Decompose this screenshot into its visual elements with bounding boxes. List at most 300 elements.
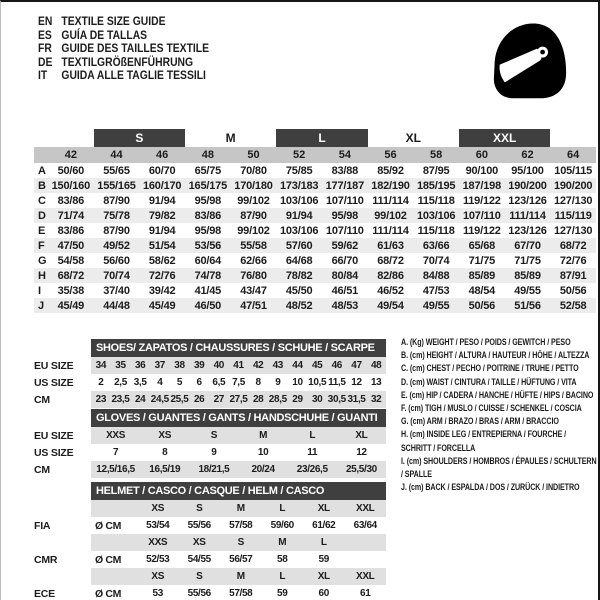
value-cell: 52/58 <box>559 299 587 312</box>
value-cell: 18/21,5 <box>198 464 230 475</box>
value-cell: 25,5 <box>170 394 189 405</box>
legend-item-b: B. (cm) HEIGHT / ALTURA / HAUTEUR / HÖHE / ALTEZZA <box>401 350 590 362</box>
value-cell: 55/58 <box>240 239 267 252</box>
value-cell: 48/52 <box>285 299 313 312</box>
value-cell: 11 <box>307 447 318 458</box>
value-cell: 70/80 <box>240 164 267 177</box>
legend-item-c: C. (cm) CHEST / PECHO / POITRINE / TRUHE / PETTO <box>401 363 579 375</box>
clothing-size-table <box>34 129 596 313</box>
value-cell: 23 <box>95 394 107 405</box>
row-letter: G <box>38 254 47 267</box>
value-cell: 49/54 <box>377 299 404 312</box>
value-cell: 177/187 <box>325 179 365 192</box>
lang-code: IT <box>38 70 48 83</box>
value-cell: 40 <box>213 360 225 371</box>
value-cell: 119/122 <box>462 224 501 237</box>
row-label: CM <box>34 463 50 476</box>
value-cell: 155/165 <box>97 179 136 192</box>
value-cell: 60/70 <box>148 164 176 177</box>
value-cell: 83/86 <box>194 209 222 222</box>
value-cell: 24,5 <box>150 394 169 405</box>
value-cell: 95/98 <box>194 224 222 237</box>
value-cell: 65/75 <box>194 164 222 177</box>
value-cell: 9 <box>275 377 281 388</box>
row-label <box>34 568 91 585</box>
value-cell: 37/40 <box>103 284 130 297</box>
value-cell: 39 <box>193 360 205 371</box>
size-col-58: 58 <box>430 149 443 161</box>
value-cell: 10 <box>257 447 269 458</box>
value-cell: 59/62 <box>331 239 359 252</box>
value-cell: 115/119 <box>554 209 592 222</box>
value-cell: 72/76 <box>559 254 587 267</box>
value-cell: 12 <box>356 447 367 458</box>
sub-row-eu-size <box>34 357 386 374</box>
row-values <box>91 461 386 478</box>
size-cell: S <box>196 503 203 514</box>
value-cell: 28,5 <box>268 394 287 405</box>
measurement-legend <box>401 336 598 494</box>
size-band-m: M <box>225 131 236 145</box>
value-cell: 36 <box>134 360 146 371</box>
value-cell: 165/175 <box>188 179 228 192</box>
value-cell: 41 <box>233 360 244 371</box>
size-col-42: 42 <box>64 149 77 161</box>
standard-label: ECE <box>34 587 55 600</box>
unit-cell: Ø CM <box>95 587 122 600</box>
value-cell: 54/55 <box>187 554 211 565</box>
row-letter: F <box>38 239 45 252</box>
lang-text: TEXTILE SIZE GUIDE <box>61 16 166 28</box>
helmet-sizes-row-cmr <box>34 534 386 551</box>
value-cell: 46 <box>331 360 343 371</box>
row-letter: I <box>38 284 41 297</box>
value-cell: XL <box>355 430 368 441</box>
helmet-table <box>34 482 386 600</box>
lang-text: GUÍA DE TALLAS <box>61 29 148 42</box>
value-cell: 4 <box>157 377 163 388</box>
value-cell: 47/51 <box>240 299 267 312</box>
value-cell: 53/56 <box>194 239 222 252</box>
value-cell: 26 <box>193 394 205 405</box>
value-cell: 6,5 <box>212 377 226 388</box>
value-cell: 185/195 <box>416 179 456 192</box>
shoes-table <box>34 339 386 408</box>
lang-code: DE <box>38 56 53 69</box>
value-cell: 44 <box>292 360 303 371</box>
value-cell: 47/53 <box>422 284 450 297</box>
value-cell: 103/106 <box>279 194 319 207</box>
sub-row-cm <box>34 461 386 478</box>
value-cell: 190/200 <box>553 179 593 192</box>
measure-row-j <box>34 298 596 313</box>
row-letter: H <box>38 269 46 282</box>
value-cell: 99/102 <box>237 194 270 207</box>
value-cell: 82/86 <box>377 269 404 282</box>
value-cell: 87/90 <box>103 224 130 237</box>
row-letter: J <box>38 299 44 312</box>
size-bands-row <box>34 129 596 147</box>
standard-label: CMR <box>34 553 58 566</box>
row-label: EU SIZE <box>34 429 74 442</box>
value-cell: 91/94 <box>148 224 176 237</box>
row-letter: D <box>38 209 46 222</box>
accessory-tables <box>34 339 386 600</box>
value-cell: 49/55 <box>422 299 450 312</box>
size-col-60: 60 <box>475 149 488 161</box>
value-cell: 6 <box>196 377 202 388</box>
row-values <box>91 534 386 551</box>
size-cell: XS <box>151 503 165 514</box>
row-values <box>91 568 386 585</box>
lang-text: GUIDE DES TAILLES TEXTILE <box>61 43 210 56</box>
value-cell: 45/49 <box>148 299 176 312</box>
value-cell: 46/51 <box>331 284 359 297</box>
value-cell: 49/55 <box>514 284 541 297</box>
value-cell: 63/64 <box>353 520 377 531</box>
value-cell: 103/106 <box>416 209 456 222</box>
size-cell: XS <box>192 537 206 548</box>
value-cell: 91/94 <box>148 194 176 207</box>
value-cell: 31,5 <box>347 394 366 405</box>
size-col-54: 54 <box>338 149 351 161</box>
value-cell: 170/180 <box>234 179 273 192</box>
value-cell: 45/50 <box>285 284 313 297</box>
value-cell: 87/95 <box>422 164 450 177</box>
value-cell: 115/118 <box>417 194 455 207</box>
measure-row-d <box>34 208 596 223</box>
value-cell: 107/110 <box>325 194 364 207</box>
value-cell: 60 <box>318 588 329 599</box>
value-cell: 111/114 <box>372 194 409 207</box>
value-cell: 87/90 <box>103 194 130 207</box>
value-cell: 46/52 <box>377 284 404 297</box>
value-cell: 99/102 <box>374 209 407 222</box>
measure-row-c <box>34 193 596 208</box>
value-cell: 66/70 <box>331 254 359 267</box>
value-cell: 107/110 <box>325 224 364 237</box>
row-letter: B <box>38 179 46 192</box>
lang-text: TEXTILGRÖßENFÜHRUNG <box>61 56 194 69</box>
size-col-46: 46 <box>156 149 169 161</box>
value-cell: 64/68 <box>285 254 313 267</box>
value-cell: 43 <box>272 360 284 371</box>
value-cell: 48/54 <box>468 284 496 297</box>
size-col-52: 52 <box>293 149 306 161</box>
value-cell: 56/60 <box>103 254 130 267</box>
value-cell: 48 <box>370 360 382 371</box>
row-label: EU SIZE <box>34 359 74 372</box>
value-cell: 119/122 <box>462 194 501 207</box>
value-cell: 51/54 <box>148 239 176 252</box>
value-cell: 48/53 <box>331 299 359 312</box>
value-cell: 61 <box>360 588 371 599</box>
value-cell: 61/63 <box>377 239 404 252</box>
value-cell: 11,5 <box>328 377 346 388</box>
value-cell: 72/76 <box>148 269 176 282</box>
value-cell: 28 <box>252 394 264 405</box>
value-cell: 47/50 <box>57 239 85 252</box>
value-cell: 187/198 <box>462 179 502 192</box>
value-cell: 35/38 <box>57 284 85 297</box>
size-band-l: L <box>276 129 367 147</box>
value-cell: XXS <box>106 430 126 441</box>
value-cell: 123/126 <box>508 194 547 207</box>
value-cell: 24 <box>134 394 146 405</box>
row-letter: C <box>38 194 46 207</box>
value-cell: 35 <box>115 360 126 371</box>
lang-code: EN <box>38 16 53 28</box>
value-cell: 53 <box>152 588 163 599</box>
value-cell: 7 <box>112 447 119 458</box>
value-cell: 75/78 <box>103 209 130 222</box>
value-cell: 32 <box>370 394 382 405</box>
helmet-table-title: HELMET / CASCO / CASQUE / HELM / CASCO <box>91 482 386 500</box>
sub-row-us-size <box>34 374 386 391</box>
size-col-44: 44 <box>110 149 123 161</box>
helmet-icon <box>488 18 572 108</box>
shoes-table-title: SHOES/ ZAPATOS / CHAUSSURES / SCHUHE / SCARPE <box>91 339 386 357</box>
measure-row-i <box>34 283 596 298</box>
value-cell: 47 <box>351 360 362 371</box>
value-cell: 34 <box>95 360 107 371</box>
unit-cell: Ø CM <box>95 519 122 532</box>
row-values <box>91 517 386 534</box>
value-cell: S <box>210 430 218 441</box>
row-letter: A <box>38 164 46 177</box>
value-cell: 50/60 <box>57 164 85 177</box>
value-cell: 59/60 <box>270 520 294 531</box>
value-cell: 71/75 <box>514 254 541 267</box>
helmet-sizes-row-fia <box>34 500 386 517</box>
value-cell: 80/84 <box>331 269 359 282</box>
value-cell: 70/74 <box>103 269 130 282</box>
helmet-values-row-cmr <box>34 551 386 568</box>
value-cell: 12 <box>351 377 362 388</box>
lang-line-fr <box>38 43 209 57</box>
value-cell: 85/92 <box>377 164 404 177</box>
size-cell: XS <box>151 571 165 582</box>
value-cell: 79/82 <box>148 209 176 222</box>
value-cell: 3,5 <box>133 377 147 388</box>
value-cell: 68/72 <box>57 269 85 282</box>
size-cell: L <box>279 503 286 514</box>
lang-line-de <box>38 57 209 71</box>
value-cell: 12,5/16,5 <box>96 464 135 475</box>
lang-text: GUIDA ALLE TAGLIE TESSILI <box>61 70 206 83</box>
value-cell: 59 <box>318 554 329 565</box>
value-cell: 71/74 <box>57 209 85 222</box>
size-col-62: 62 <box>521 149 534 161</box>
value-cell: 74/78 <box>194 269 222 282</box>
value-cell: 91/94 <box>285 209 313 222</box>
value-cell: 53/54 <box>146 520 170 531</box>
legend-item-a: A. (Kg) WEIGHT / PESO / POIDS / GEWITCH / PESO <box>401 337 571 348</box>
value-cell: 59 <box>277 588 288 599</box>
row-values <box>91 444 386 461</box>
size-band-s: S <box>94 129 185 147</box>
language-title-block <box>38 16 209 84</box>
value-cell: 9 <box>211 447 217 458</box>
lang-line-es <box>38 30 209 44</box>
legend-item-d: D. (cm) WAIST / CINTURA / TAILLE / HÜFTUNG / VITA <box>401 376 577 388</box>
size-numbers-row <box>34 147 596 163</box>
value-cell: 42 <box>252 360 264 371</box>
value-cell: 62/66 <box>240 254 267 267</box>
value-cell: 2,5 <box>114 377 127 388</box>
value-cell: 83/86 <box>57 224 85 237</box>
size-col-56: 56 <box>384 149 397 161</box>
measure-row-g <box>34 253 596 268</box>
measure-row-b <box>34 178 596 193</box>
measure-row-f <box>34 238 596 253</box>
value-cell: 115/118 <box>417 224 455 237</box>
value-cell: 111/114 <box>372 224 409 237</box>
clothing-size-rows <box>34 163 596 313</box>
value-cell: 84/88 <box>422 269 450 282</box>
value-cell: 50/56 <box>559 284 587 297</box>
value-cell: 87/91 <box>559 269 587 282</box>
value-cell: 55/65 <box>103 164 130 177</box>
value-cell: 85/89 <box>514 269 541 282</box>
value-cell: 45/49 <box>57 299 85 312</box>
value-cell: XS <box>158 430 172 441</box>
value-cell: 67/70 <box>514 239 541 252</box>
value-cell: 60/64 <box>194 254 222 267</box>
legend-item-i: I. (cm) SHOULDERS / HOMBROS / ÉPAULES / SCHULTERN / SPALLE <box>401 455 597 481</box>
value-cell: 182/190 <box>371 179 410 192</box>
value-cell: 56/57 <box>229 554 253 565</box>
measure-row-a <box>34 163 596 178</box>
sub-row-us-size <box>34 444 386 461</box>
value-cell: 111/114 <box>509 209 546 222</box>
measure-row-h <box>34 268 596 283</box>
value-cell: 16,5/19 <box>149 464 181 475</box>
legend-item-f: F. (cm) TIGH / MUSLO / CUISSE / SCHENKEL / COSCIA <box>401 403 582 415</box>
value-cell: 5 <box>176 377 183 388</box>
value-cell: 58 <box>277 554 288 565</box>
size-col-48: 48 <box>201 149 214 161</box>
value-cell: 76/80 <box>240 269 267 282</box>
legend-item-h: H. (cm) INSIDE LEG / ENTREPIERNA / FOURCHE / SCHRITT / FORCELLA <box>401 429 567 454</box>
value-cell: 52/53 <box>146 554 170 565</box>
legend-item-e: E. (cm) HIP / CADERA / HANCHE / HÜFTE / HIPS / BACINO <box>401 389 594 401</box>
measure-row-e <box>34 223 596 238</box>
value-cell: 127/130 <box>553 194 593 207</box>
size-cell: M <box>236 503 245 514</box>
value-cell: 10,5 <box>308 377 327 388</box>
lang-line-it <box>38 70 209 84</box>
value-cell: 29 <box>292 394 303 405</box>
size-cell: XL <box>317 571 330 582</box>
row-values <box>91 585 386 600</box>
value-cell: 50/56 <box>468 299 496 312</box>
value-cell: 57/58 <box>229 520 253 531</box>
value-cell: 150/160 <box>51 179 91 192</box>
value-cell: 23,5 <box>111 394 130 405</box>
value-cell: 57/58 <box>229 588 253 599</box>
value-cell: 55/56 <box>187 520 211 531</box>
standard-label: FIA <box>34 519 51 532</box>
value-cell: 99/102 <box>237 224 270 237</box>
size-cell: XXS <box>148 537 168 548</box>
value-cell: 41/45 <box>194 284 222 297</box>
value-cell: 13 <box>370 377 382 388</box>
value-cell: 75/85 <box>285 164 313 177</box>
value-cell: 10 <box>292 377 303 388</box>
size-cell: M <box>278 537 287 548</box>
sub-row-cm <box>34 391 386 408</box>
row-label <box>34 500 91 517</box>
size-band-xl: XL <box>405 131 421 145</box>
value-cell: 160/170 <box>142 179 182 192</box>
value-cell: 38 <box>174 360 185 371</box>
shoes-rows <box>34 357 386 408</box>
lang-line-en <box>38 16 209 30</box>
value-cell: 45 <box>311 360 323 371</box>
value-cell: 63/66 <box>422 239 450 252</box>
row-values <box>91 374 386 391</box>
size-cell: L <box>320 537 327 548</box>
value-cell: 27,5 <box>229 394 248 405</box>
value-cell: 2 <box>98 377 104 388</box>
row-label <box>34 534 91 551</box>
value-cell: 68/72 <box>559 239 587 252</box>
row-label: US SIZE <box>34 446 74 459</box>
value-cell: 46/50 <box>194 299 222 312</box>
value-cell: 27 <box>213 394 225 405</box>
row-values <box>91 357 386 374</box>
row-values <box>91 391 386 408</box>
size-col-50: 50 <box>247 149 260 161</box>
value-cell: 123/126 <box>508 224 547 237</box>
helmet-values-row-ece <box>34 585 386 600</box>
value-cell: 61/62 <box>312 520 336 531</box>
value-cell: 25,5/30 <box>345 464 377 475</box>
value-cell: 107/110 <box>462 209 501 222</box>
value-cell: M <box>259 430 268 441</box>
value-cell: 8 <box>255 377 261 388</box>
value-cell: 78/82 <box>285 269 313 282</box>
size-cell: M <box>236 571 245 582</box>
value-cell: 7,5 <box>232 377 245 388</box>
value-cell: 105/115 <box>554 164 593 177</box>
value-cell: 49/52 <box>103 239 130 252</box>
legend-item-j: J. (cm) BACK / ESPALDA / DOS / ZURÜCK / INDIETRO <box>401 482 580 494</box>
size-col-64: 64 <box>567 149 580 161</box>
gloves-table <box>34 409 386 478</box>
helmet-rows <box>34 500 386 600</box>
value-cell: 8 <box>162 447 168 458</box>
value-cell: L <box>309 430 316 441</box>
value-cell: 95/98 <box>331 209 359 222</box>
value-cell: 44/48 <box>103 299 130 312</box>
size-cell: S <box>237 537 244 548</box>
size-cell: L <box>279 571 286 582</box>
value-cell: 30,5 <box>327 394 346 405</box>
value-cell: 54/58 <box>57 254 85 267</box>
value-cell: 39/42 <box>148 284 176 297</box>
value-cell: 83/86 <box>57 194 85 207</box>
value-cell: 103/106 <box>279 224 319 237</box>
value-cell: 127/130 <box>553 224 593 237</box>
helmet-sizes-row-ece <box>34 568 386 585</box>
legend-item-g: G. (cm) ARM / BRAZO / BRAS / ARM / BRACCIO <box>401 416 559 428</box>
value-cell: 68/72 <box>377 254 404 267</box>
value-cell: 95/98 <box>194 194 222 207</box>
helmet-values-row-fia <box>34 517 386 534</box>
value-cell: 57/60 <box>285 239 313 252</box>
